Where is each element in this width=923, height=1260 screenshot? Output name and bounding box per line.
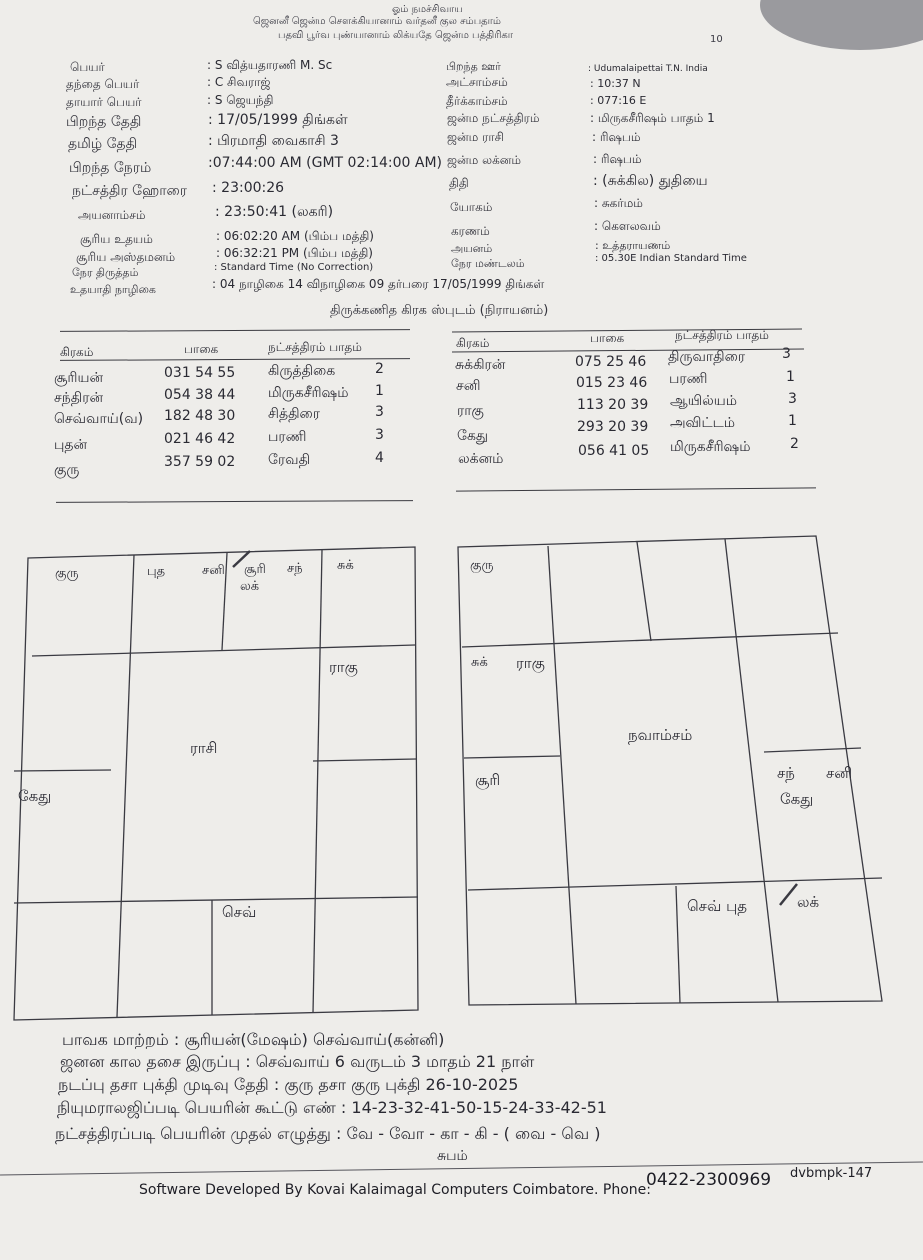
value-dob: : 17/05/1999 திங்கள் (208, 112, 348, 128)
label-tamil-date: தமிழ் தேதி (68, 136, 138, 152)
rasi-row-line (313, 759, 416, 761)
value-janma-rasi: : ரிஷபம் (592, 130, 641, 144)
navamsa-col-line (725, 539, 778, 1002)
planet-padam: 2 (790, 436, 799, 452)
label-birth-time: பிறந்த நேரம் (69, 160, 152, 176)
rasi-row-line (32, 645, 415, 656)
rasi-col-line (117, 555, 134, 1017)
planet-degree: 021 46 42 (164, 431, 236, 447)
planet-name: கேது (457, 428, 489, 444)
label-janma-lagnam: ஜன்ம லக்னம் (447, 153, 522, 167)
value-thithi: : (சுக்கில) துதியை (593, 173, 708, 189)
value-name: : S வித்யதாரணி M. Sc (207, 58, 333, 72)
rasi-cell-text: சுக் (337, 558, 354, 573)
navamsa-row-line (464, 756, 560, 758)
col-header-planet: கிரகம் (456, 336, 490, 350)
value-time-correction: : Standard Time (No Correction) (214, 262, 374, 273)
footer-code: dvbmpk-147 (790, 1166, 873, 1181)
col-header-degree: பாகை (184, 342, 219, 356)
planet-degree: 054 38 44 (164, 387, 236, 403)
label-latitude: அட்சாம்சம் (446, 75, 508, 89)
planet-padam: 2 (375, 361, 384, 377)
planet-name: செவ்வாய்(வ) (54, 411, 144, 427)
planet-padam: 1 (788, 413, 797, 429)
planet-padam: 4 (375, 450, 384, 466)
value-time-zone: : 05.30E Indian Standard Time (595, 253, 747, 264)
label-janma-star: ஜன்ம நட்சத்திரம் (447, 111, 540, 125)
planet-name: சந்திரன் (54, 390, 104, 406)
rasi-cell-text: சந் (287, 561, 303, 576)
navamsa-col-line (637, 542, 651, 641)
value-ayanam: : உத்தராயணம் (595, 239, 671, 252)
col-header-planet: கிரகம் (60, 345, 94, 359)
col-header-degree: பாகை (590, 331, 625, 345)
planet-star: கிருத்திகை (268, 363, 336, 379)
planet-star: பரணி (669, 371, 708, 387)
planet-padam: 3 (375, 404, 384, 420)
planet-star: மிருகசீரிஷம் (670, 439, 751, 455)
planet-name: சுக்கிரன் (455, 357, 506, 373)
value-latitude: : 10:37 N (590, 77, 641, 90)
rasi-cell-text: ராகு (329, 658, 358, 676)
value-ayanamsam: : 23:50:41 (லகரி) (215, 204, 334, 220)
bottom-line-2: ஜனன கால தசை இருப்பு : செவ்வாய் 6 வருடம் 3 மாதம் 21 நாள் (60, 1052, 535, 1071)
value-janma-lagnam: : ரிஷபம் (593, 152, 642, 166)
planet-degree: 113 20 39 (577, 397, 649, 413)
planet-star: அவிட்டம் (670, 415, 736, 431)
navamsa-chart-grid (458, 536, 882, 1005)
label-star-hora: நட்சத்திர ஹோரை (72, 183, 188, 199)
planet-padam: 3 (782, 346, 791, 362)
label-thithi: திதி (449, 176, 469, 190)
planet-name: குரு (54, 462, 80, 478)
bottom-line-1: பாவக மாற்றம் : சூரியன்(மேஷம்) செவ்வாய்(கன்னி) (62, 1030, 445, 1049)
label-mother: தாயார் பெயர் (66, 95, 142, 109)
planet-table-title: திருக்கணித கிரக ஸ்புடம் (நிராயனம்) (330, 303, 549, 318)
label-janma-rasi: ஜன்ம ராசி (447, 130, 504, 144)
value-yogam: : சுகர்மம் (594, 196, 643, 210)
rasi-cell-text: குரு (55, 566, 79, 581)
page-number: 10 (710, 34, 723, 45)
value-birthplace: : Udumalaipettai T.N. India (588, 64, 708, 74)
navamsa-cell-text: கேது (780, 790, 814, 808)
navamsa-cell-text: குரு (470, 558, 494, 573)
planet-padam: 3 (788, 391, 797, 407)
label-longitude: தீர்க்காம்சம் (446, 94, 508, 108)
planet-name: சனி (456, 378, 481, 394)
value-mother: : S ஜெயந்தி (207, 93, 274, 107)
col-header-star-padam: நட்சத்திரம் பாதம் (268, 340, 362, 354)
header-line-3: பதவி பூர்வ புண்யானாம் லிக்யதே ஜென்ம பத்திரிகா (278, 30, 514, 41)
planet-name: லக்னம் (458, 451, 504, 467)
label-karanam: கரணம் (451, 224, 490, 238)
navamsa-col-line (548, 546, 576, 1004)
planet-degree: 075 25 46 (575, 354, 647, 370)
planet-star: ரேவதி (268, 452, 311, 468)
bottom-line-5: நட்சத்திரப்படி பெயரின் முதல் எழுத்து : வே - வோ - கா - கி - ( வை - வெ ) (55, 1124, 601, 1143)
navamsa-lagna-mark (780, 884, 797, 905)
rasi-row-line (14, 897, 418, 903)
navamsa-chart-title: நவாம்சம் (628, 726, 693, 744)
label-dob: பிறந்த தேதி (66, 114, 142, 130)
rasi-cell-text: சனி (202, 563, 225, 578)
label-yogam: யோகம் (450, 200, 493, 214)
navamsa-outer-border (458, 536, 882, 1005)
col-header-star-padam: நட்சத்திரம் பாதம் (675, 328, 769, 342)
planet-name: சூரியன் (54, 370, 104, 386)
planet-degree: 056 41 05 (578, 443, 650, 459)
navamsa-cell-text: செவ் புத (687, 897, 748, 915)
rasi-chart-grid (14, 547, 418, 1020)
rasi-cell-text: சூரி (244, 562, 266, 577)
planet-star: பரணி (268, 429, 307, 445)
footer-phone: 0422-2300969 (646, 1170, 772, 1190)
rasi-cell-text: செவ் (222, 903, 257, 921)
navamsa-row-line (468, 878, 882, 890)
label-ayanamsam: அயனாம்சம் (78, 208, 146, 222)
planet-degree: 357 59 02 (164, 454, 236, 470)
value-janma-star: : மிருகசீரிஷம் பாதம் 1 (590, 111, 715, 125)
value-longitude: : 077:16 E (590, 94, 647, 107)
planet-padam: 3 (375, 427, 384, 443)
rasi-cell-text: லக் (240, 579, 260, 594)
value-birth-time: :07:44:00 AM (GMT 02:14:00 AM) (208, 155, 442, 171)
footer-software: Software Developed By Kovai Kalaimagal Computers Coimbatore. Phone: (139, 1182, 652, 1198)
rasi-row-line (14, 770, 111, 771)
value-sunset: : 06:32:21 PM (பிம்ப மத்தி) (216, 246, 373, 260)
label-sunset: சூரிய அஸ்தமனம் (76, 250, 176, 264)
label-father: தந்தை பெயர் (66, 77, 140, 91)
planet-name: புதன் (54, 437, 88, 453)
label-sunrise: சூரிய உதயம் (80, 232, 153, 246)
planet-degree: 293 20 39 (577, 419, 649, 435)
rasi-cell-text: கேது (18, 787, 52, 805)
navamsa-cell-text: சுக் (471, 655, 488, 670)
navamsa-col-line (676, 886, 680, 1003)
planet-name: ராகு (457, 403, 484, 419)
rasi-col-line (313, 550, 322, 1013)
header-line-2: ஜெனனீ ஜென்ம சௌக்கியானாம் வர்தனீ குல சம்பதாம் (253, 16, 501, 27)
label-birthplace: பிறந்த ஊர் (446, 60, 501, 73)
rasi-chart-title: ராசி (190, 739, 218, 757)
planet-degree: 015 23 46 (576, 375, 648, 391)
navamsa-cell-text: சூரி (475, 771, 501, 789)
rasi-outer-border (14, 547, 418, 1020)
rasi-cell-text: புத (147, 564, 166, 579)
value-karanam: : கௌலவம் (594, 219, 661, 233)
planet-star: சித்திரை (268, 406, 321, 422)
header-line-1: ஓம் நமச்சிவாய (392, 4, 463, 15)
bottom-line-4: நியுமராலஜிப்படி பெயரின் கூட்டு எண் : 14-23-32-41-50-15-24-33-42-51 (57, 1098, 607, 1117)
label-time-zone: நேர மண்டலம் (451, 257, 525, 270)
value-sunrise: : 06:02:20 AM (பிம்ப மத்தி) (216, 229, 374, 243)
label-udhayadi: உதயாதி நாழிகை (70, 283, 156, 296)
planet-degree: 182 48 30 (164, 408, 236, 424)
label-time-correction: நேர திருத்தம் (72, 266, 139, 279)
planet-star: மிருகசீரிஷம் (268, 385, 349, 401)
planet-star: திருவாதிரை (668, 349, 746, 365)
bottom-line-3: நடப்பு தசா புக்தி முடிவு தேதி : குரு தசா குரு புக்தி 26-10-2025 (58, 1075, 519, 1094)
navamsa-cell-text: சந் (777, 764, 795, 782)
value-tamil-date: : பிரமாதி வைகாசி 3 (208, 133, 339, 149)
planet-star: ஆயில்யம் (670, 393, 737, 409)
navamsa-cell-text: சனி (826, 764, 853, 782)
label-name: பெயர் (70, 60, 105, 74)
value-father: : C சிவராஜ் (207, 75, 271, 89)
bottom-line-6: சுபம் (437, 1148, 468, 1164)
planet-padam: 1 (375, 383, 384, 399)
navamsa-cell-text: ராகு (516, 654, 545, 672)
label-ayanam: அயனம் (451, 242, 493, 255)
planet-degree: 031 54 55 (164, 365, 236, 381)
value-star-hora: : 23:00:26 (212, 180, 285, 196)
value-udhayadi: : 04 நாழிகை 14 விநாழிகை 09 தர்பரை 17/05/1999 திங்கள் (212, 277, 545, 291)
planet-padam: 1 (786, 369, 795, 385)
navamsa-cell-text: லக் (797, 893, 820, 911)
